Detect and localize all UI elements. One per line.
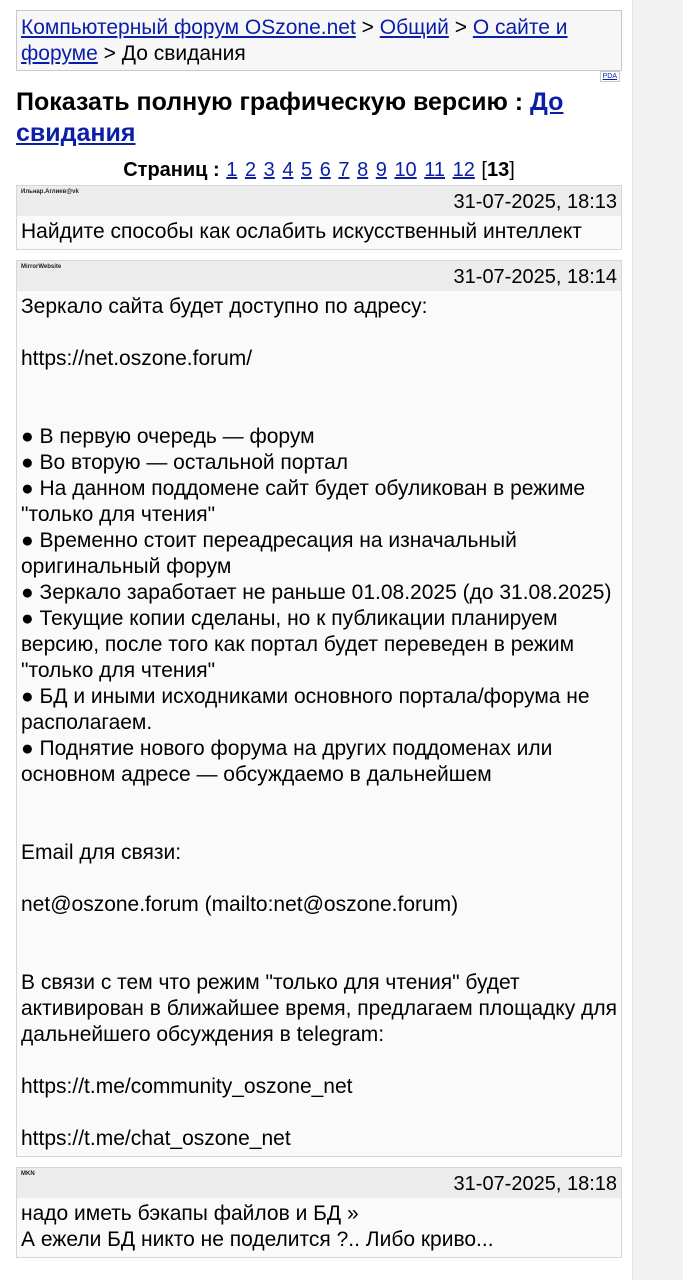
post-date: 31-07-2025, 18:18 [453,1173,617,1195]
bullet-item: ● Во вторую — остальной портал [21,451,349,474]
telegram-chat-url: https://t.me/chat_oszone_net [21,1127,291,1150]
title-prefix: Показать полную графическую версию : [16,88,524,116]
page-link[interactable]: 4 [282,159,294,181]
post [16,1167,622,1258]
post-line: В связи с тем что режим "только для чтения" будет активирован в ближайшее время, предлагаем площадку для дальнейшего обсуждения в telegram: [21,971,623,1046]
post-header [17,186,621,216]
post-line [21,788,617,814]
post-line [21,866,617,892]
thread-link[interactable]: До свидания [16,88,564,147]
bullet-item: ● Поднятие нового форума на других поддоменах или основном адресе — обсуждаемо в дальнейшем [21,737,559,786]
post-author: MirrorWebsite [21,264,62,270]
post-line: Зеркало сайта будет доступно по адресу: [21,295,428,318]
post-header [17,1168,621,1198]
bullet-item: ● БД и иными исходниками основного портала/форума не располагаем. [21,685,596,734]
post-date: 31-07-2025, 18:14 [453,266,617,288]
pagination [16,157,622,183]
forum-page [16,0,622,1258]
post-line [21,1048,617,1074]
breadcrumb-separator: > [361,16,374,39]
bullet-item: ● На данном поддомене сайт будет обуликован в режиме "только для чтения" [21,477,591,526]
page-link[interactable]: 3 [263,159,275,181]
post-line [21,944,617,970]
bullet-item: ● Текущие копии сделаны, но к публикации планируем версию, после того как портал будет переведен в режим "только для чтения" [21,607,580,682]
contact-email: net@oszone.forum (mailto:net@oszone.forum) [21,893,459,916]
post-header [17,261,621,291]
post-body [17,291,621,1156]
post-body [17,1198,621,1257]
page-link[interactable]: 11 [424,159,446,181]
post [16,260,622,1157]
bullet-item: ● Временно стоит переадресация на изначальный оригинальный форум [21,529,523,578]
breadcrumb-separator: > [103,42,116,65]
post-line: Email для связи: [21,841,182,864]
post-line [21,320,617,346]
page-title [16,87,622,149]
post-author: Ильнар.Аглиев@vk [21,189,79,195]
breadcrumb-separator: > [454,16,467,39]
page-link[interactable]: 8 [357,159,369,181]
breadcrumb-link-about[interactable]: О сайте и форуме [21,16,568,65]
breadcrumb-link-general[interactable]: Общий [379,16,449,39]
breadcrumb-current: До свидания [121,42,246,65]
telegram-community-url: https://t.me/community_oszone_net [21,1075,353,1098]
current-page: [13] [481,159,515,181]
page-link[interactable]: 9 [375,159,387,181]
post-line [21,372,617,398]
post-line: А ежели БД никто не поделится ?.. Либо криво... [21,1228,494,1251]
post-date: 31-07-2025, 18:13 [453,191,617,213]
post-body [17,216,621,249]
page-link[interactable]: 12 [452,159,475,181]
breadcrumb-link-forum[interactable]: Компьютерный форум OSzone.net [21,16,356,39]
bullet-item: ● Зеркало заработает не раньше 01.08.2025 (до 31.08.2025) [21,581,612,604]
post-line [21,814,617,840]
post-line: Найдите способы как ослабить искусственный интеллект [21,220,582,243]
post [16,185,622,250]
post-author: MKN [21,1171,35,1177]
post-line [21,918,617,944]
page-link[interactable]: 6 [319,159,331,181]
page-link[interactable]: 7 [338,159,350,181]
post-line [21,1100,617,1126]
post-line: надо иметь бэкапы файлов и БД » [21,1202,359,1225]
pagination-label: Страниц : [123,159,220,181]
breadcrumb [16,10,622,71]
page-link[interactable]: 10 [394,159,417,181]
page-link[interactable]: 5 [301,159,313,181]
mirror-url: https://net.oszone.forum/ [21,347,253,370]
page-scrollbar[interactable] [632,0,683,1280]
page-link[interactable]: 1 [226,159,238,181]
bullet-item: ● В первую очередь — форум [21,425,315,448]
pda-link[interactable]: PDA [600,71,620,82]
post-line [21,398,617,424]
page-link[interactable]: 2 [244,159,257,181]
